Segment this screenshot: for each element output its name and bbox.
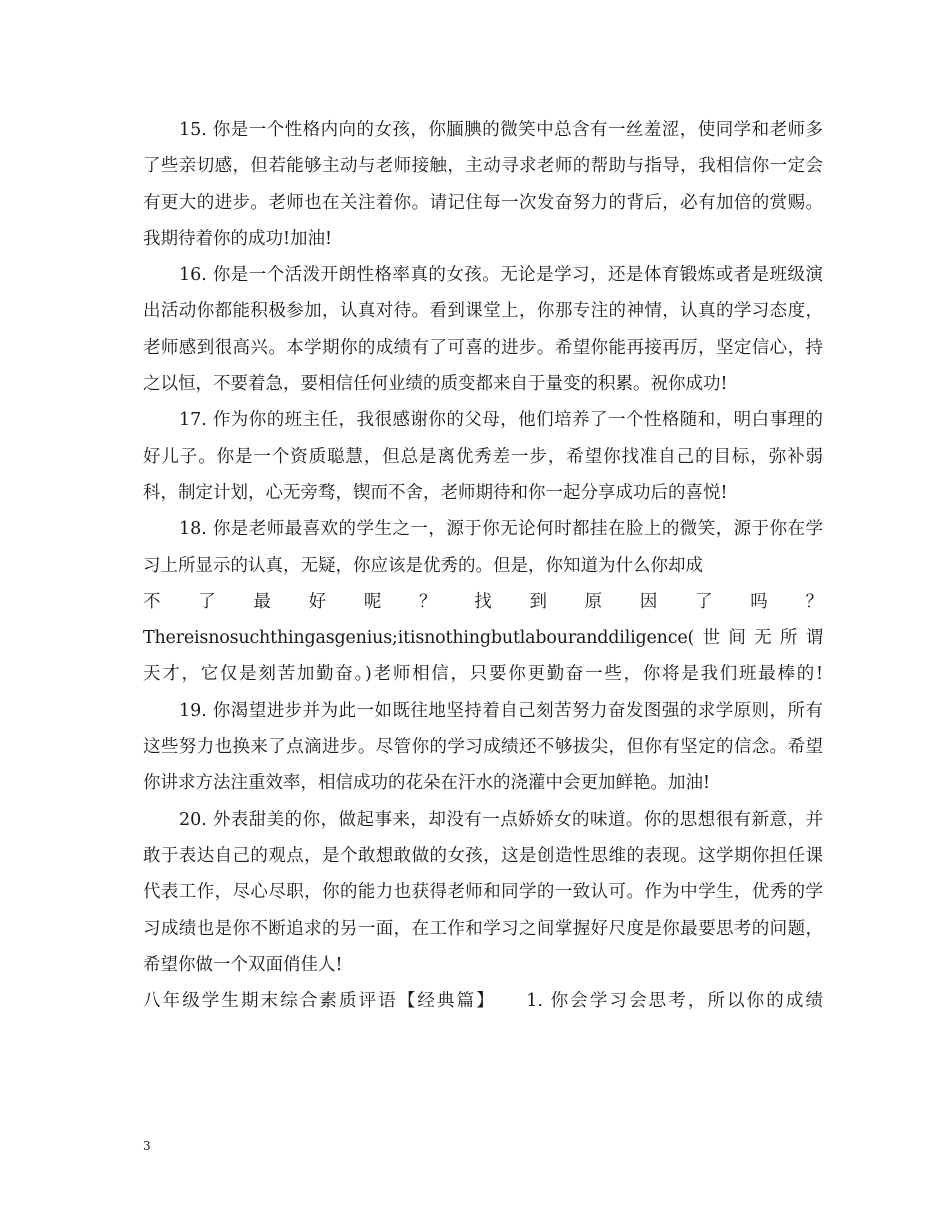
comment-19: 19. 你渴望进步并为此一如既往地坚持着自己刻苦努力奋发图强的求学原则，所有这些努力也换来了点滴进步。尽管你的学习成绩还不够拔尖，但你有坚定的信念。希望你讲求方法注重效率，相信成功的花朵在汗水的浇灌中会更加鲜艳。加油! bbox=[143, 700, 823, 794]
comment-18-line-1: 18. 你是老师最喜欢的学生之一，源于你无论何时都挂在脸上的微笑，源于你在学习上所显示的认真，无疑，你应该是优秀的。但是，你知道为什么你却成 bbox=[143, 519, 823, 576]
comment-18-line-3: Thereisnosuchthingasgenius;itisnothingbutlabouranddiligence(世间无所谓 bbox=[143, 628, 823, 649]
comment-18-line-4: 天才，它仅是刻苦加勤奋。)老师相信，只要你更勤奋一些，你将是我们班最棒的! bbox=[143, 664, 823, 685]
page-number: 3 bbox=[143, 1139, 151, 1153]
comment-20: 20. 外表甜美的你，做起事来，却没有一点娇娇女的味道。你的思想很有新意，并敢于表达自己的观点，是个敢想敢做的女孩，这是创造性思维的表现。这学期你担任课代表工作，尽心尽职，你的能力也获得老师和同学的一致认可。作为中学生，优秀的学习成绩也是你不断追求的另一面，在工作和学习之间掌握好尺度是你最要思考的问题，希望你做一个双面俏佳人! bbox=[143, 809, 823, 975]
section-heading-line: 八年级学生期末综合素质评语【经典篇】 1. 你会学习会思考，所以你的成绩 bbox=[143, 991, 823, 1012]
comment-18 bbox=[143, 511, 823, 692]
comment-17: 17. 作为你的班主任，我很感谢你的父母，他们培养了一个性格随和，明白事理的好儿子。你是一个资质聪慧，但总是离优秀差一步，希望你找准自己的目标，弥补弱科，制定计划，心无旁骛，锲而不舍，老师期待和你一起分享成功后的喜悦! bbox=[143, 410, 823, 503]
document-body bbox=[143, 112, 823, 1019]
comment-15: 15. 你是一个性格内向的女孩，你腼腆的微笑中总含有一丝羞涩，使同学和老师多了些亲切感，但若能够主动与老师接触，主动寻求老师的帮助与指导，我相信你一定会有更大的进步。老师也在关注着你。请记住每一次发奋努力的背后，必有加倍的赏赐。我期待着你的成功!加油! bbox=[143, 120, 823, 249]
comment-18-line-2: 不 了 最 好 呢 ？ 找 到 原 因 了 吗 ？ bbox=[143, 591, 823, 612]
comment-16: 16. 你是一个活泼开朗性格率真的女孩。无论是学习，还是体育锻炼或者是班级演出活动你都能积极参加，认真对待。看到课堂上，你那专注的神情，认真的学习态度，老师感到很高兴。本学期你的成绩有了可喜的进步。希望你能再接再厉，坚定信心，持之以恒，不要着急，要相信任何业绩的质变都来自于量变的积累。祝你成功! bbox=[143, 265, 823, 395]
